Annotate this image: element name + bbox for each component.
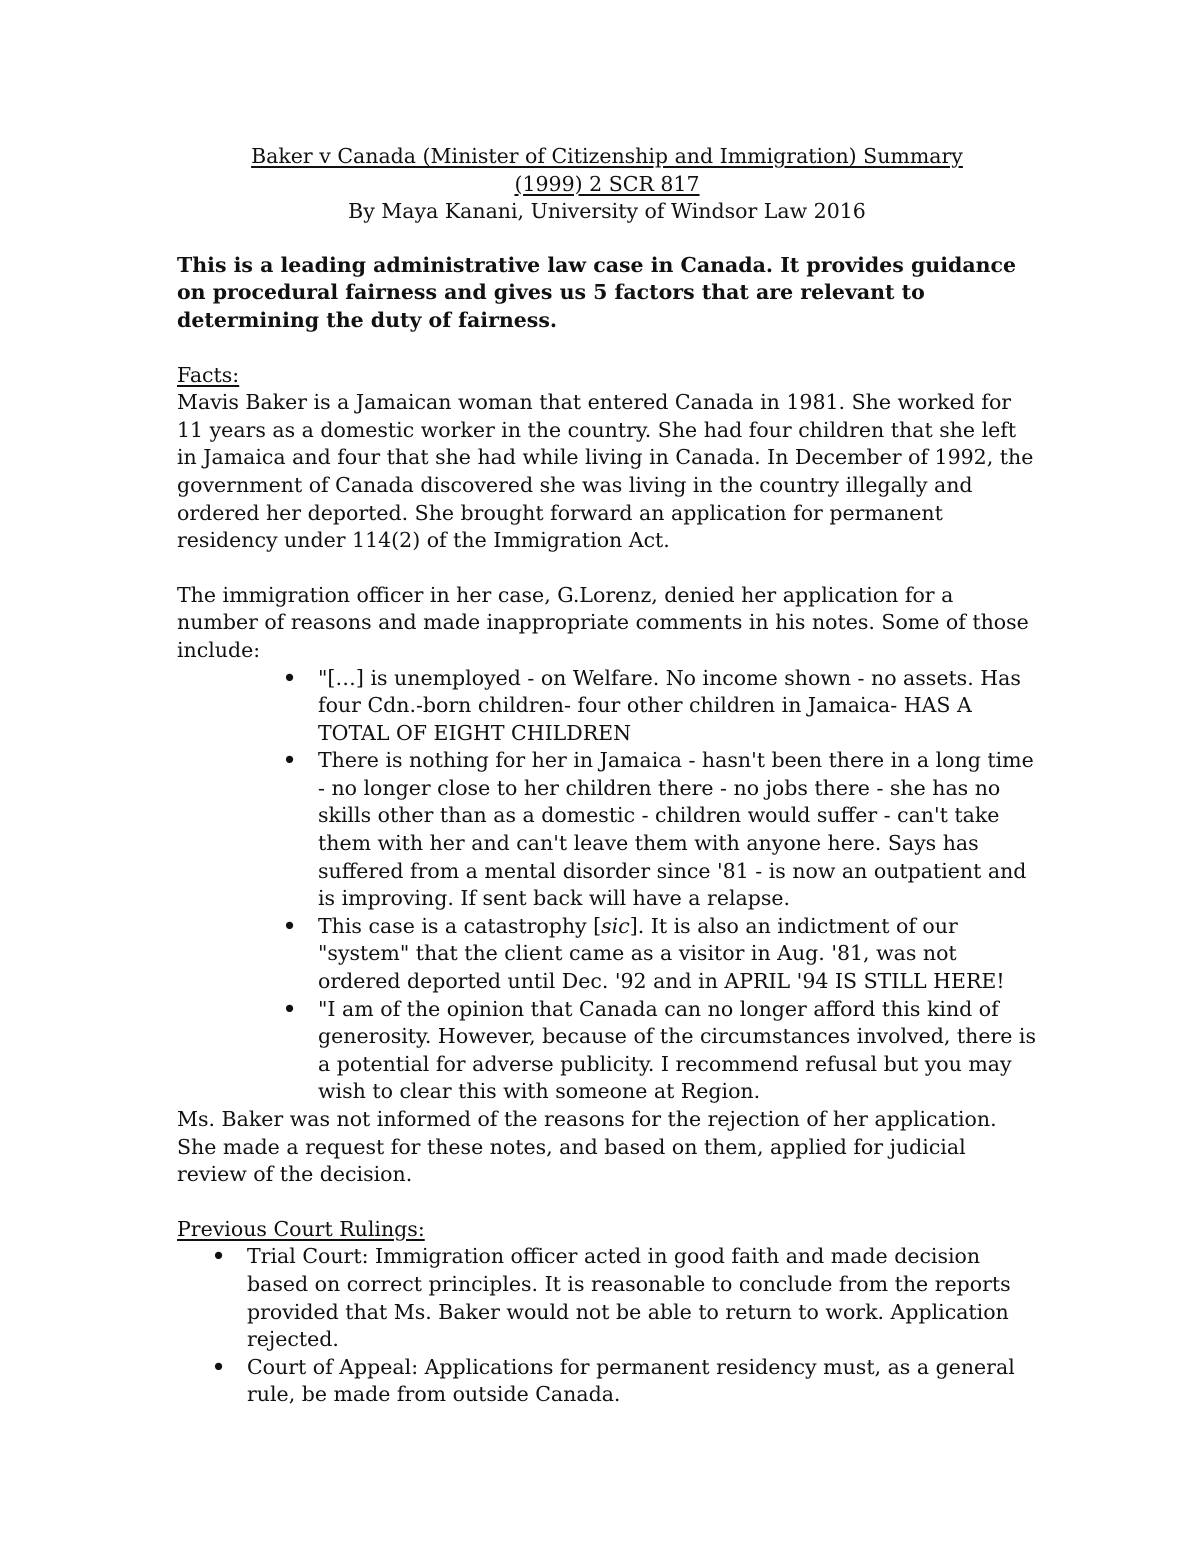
note-text-after: ]. It is also an indictment of our "system" that the client came as a visitor in Aug. '81, was not ordered deported until Dec. '92 and in APRIL '94 IS STILL HERE!: [318, 913, 1005, 994]
officer-notes-list: [283, 665, 1037, 1107]
ruling-text: Court of Appeal: Applications for permanent residency must, as a general rule, be made from outside Canada.: [247, 1354, 1015, 1407]
list-item: [283, 747, 1037, 913]
lead-summary: This is a leading administrative law case in Canada. It provides guidance on procedural fairness and gives us 5 factors that are relevant to determining the duty of fairness.: [177, 252, 1017, 332]
bullet-icon: •: [283, 748, 297, 773]
bullet-icon: •: [212, 1354, 226, 1379]
note-text-before: This case is a catastrophy [: [318, 913, 602, 938]
title-block: [177, 143, 1037, 226]
facts-paragraph-3: Ms. Baker was not informed of the reasons for the rejection of her application. She made a request for these notes, and based on them, applied for judicial review of the decision.: [177, 1107, 997, 1187]
rulings-section: [177, 1216, 1037, 1409]
bullet-icon: •: [283, 996, 297, 1021]
list-item: [283, 913, 1037, 996]
bullet-icon: •: [283, 913, 297, 938]
note-text: "[…] is unemployed - on Welfare. No income shown - no assets. Has four Cdn.-born children- four other children in Jamaica- HAS A TOTAL OF EIGHT CHILDREN: [318, 665, 1021, 745]
list-item: [212, 1243, 1037, 1353]
author-byline: By Maya Kanani, University of Windsor Law 2016: [348, 199, 866, 224]
note-text: [318, 914, 1005, 993]
facts-heading: Facts:: [177, 362, 240, 387]
bullet-icon: •: [283, 665, 297, 690]
note-text: "I am of the opinion that Canada can no longer afford this kind of generosity. However, because of the circumstances involved, there is a potential for adverse publicity. I recommend refusal but you may wish to clear this with someone at Region.: [318, 996, 1036, 1104]
case-citation: (1999) 2 SCR 817: [514, 171, 700, 196]
list-item: [212, 1354, 1037, 1409]
list-item: [283, 996, 1037, 1106]
list-item: [283, 665, 1037, 748]
facts-paragraph-2: The immigration officer in her case, G.Lorenz, denied her application for a number of reasons and made inappropriate comments in his notes. Some of those include:: [177, 582, 1029, 662]
rulings-heading: Previous Court Rulings:: [177, 1216, 425, 1241]
rulings-list: [212, 1243, 1037, 1409]
facts-paragraph-1: Mavis Baker is a Jamaican woman that entered Canada in 1981. She worked for 11 years as a domestic worker in the country. She had four children that she left in Jamaica and four that she had while living in Canada. In December of 1992, the government of Canada discovered she was living in the country illegally and ordered her deported. She brought forward an application for permanent residency under 114(2) of the Immigration Act.: [177, 390, 1034, 553]
document-page: [177, 143, 1037, 1409]
sic-italic: sic: [601, 913, 630, 938]
ruling-text: Trial Court: Immigration officer acted in good faith and made decision based on correct principles. It is reasonable to conclude from the reports provided that Ms. Baker would not be able to return to work. Application rejected.: [247, 1244, 1011, 1352]
bullet-icon: •: [212, 1244, 226, 1269]
document-title: Baker v Canada (Minister of Citizenship and Immigration) Summary: [251, 144, 963, 168]
facts-section: [177, 362, 1037, 1189]
note-text: There is nothing for her in Jamaica - hasn't been there in a long time - no longer close to her children there - no jobs there - she has no skills other than as a domestic - children would suffer - can't take them with her and can't leave them with anyone here. Says has suffered from a mental disorder since '81 - is now an outpatient and is improving. If sent back will have a relapse.: [318, 748, 1034, 911]
